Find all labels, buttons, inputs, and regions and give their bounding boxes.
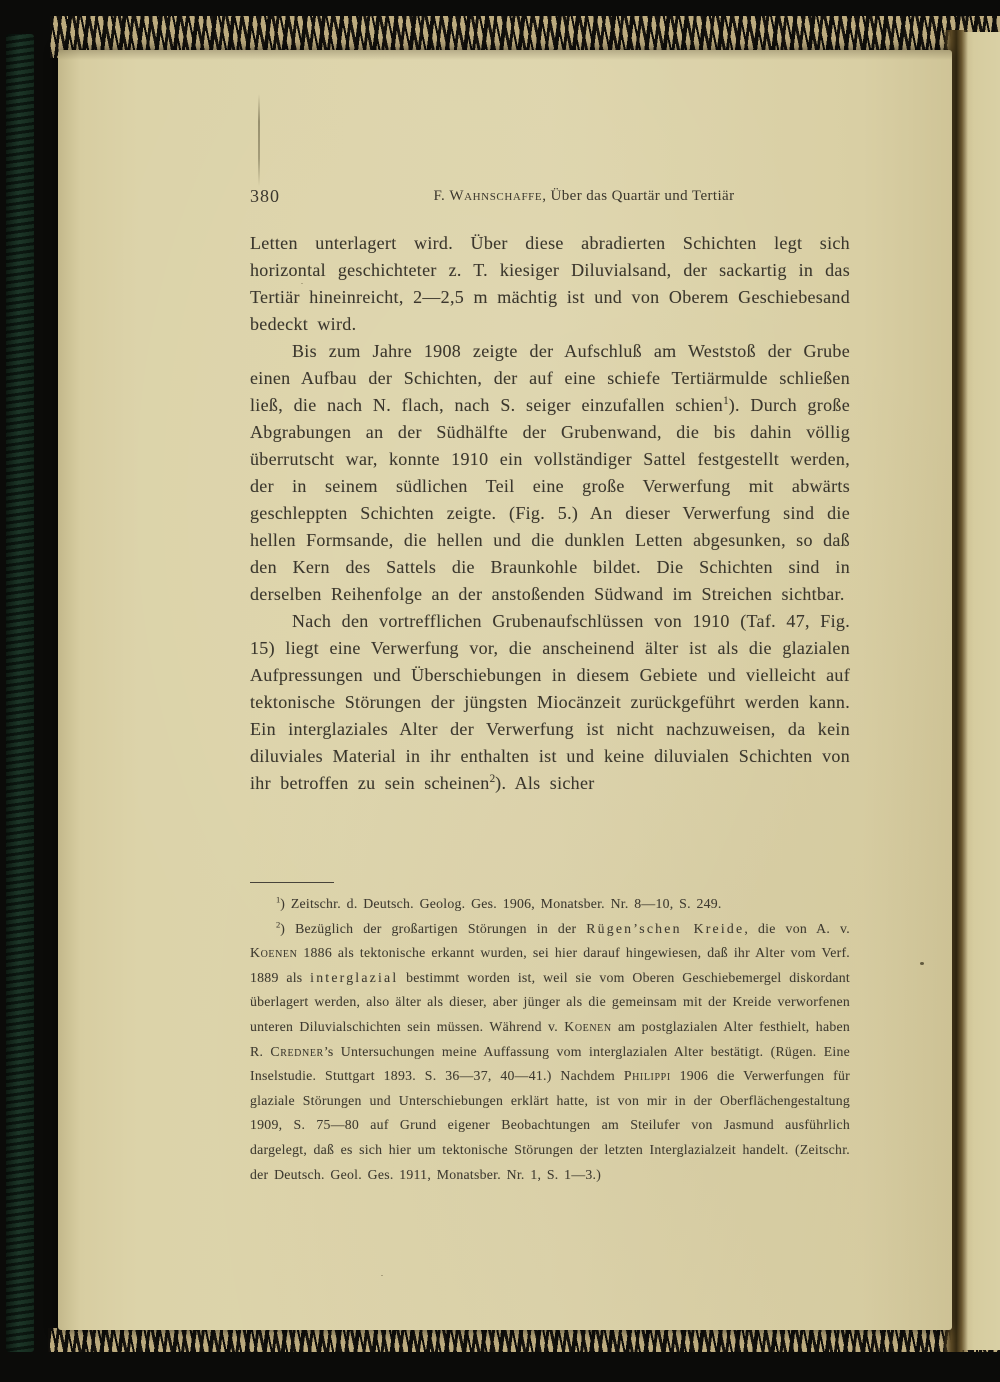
paragraph-3-text: Nach den vortrefflichen Grubenaufschlüssen von 1910 (Taf. 47, Fig. 15) liegt eine Verwerfung vor, die anscheinend älter ist als die glazialen Aufpressungen und Überschiebungen in diesem Gebiete und vielleicht auf tektonische Störungen der jüngsten Miocänzeit zurückgeführt werden kann. Ein interglaziales Alter der Verwerfung ist nicht nachzuweisen, da kein diluviales Material in ihr enthalten ist und keine diluvialen Schichten von ihr betroffen zu sein scheinen — [250, 611, 850, 793]
paper-speck — [920, 962, 924, 965]
footnote-1-marker: 1 — [276, 894, 281, 905]
paragraph-3-text: ). Als sicher — [495, 773, 595, 793]
footnote-2-person-name: Koenen — [250, 945, 298, 961]
footnote-2-person-name: Koenen — [564, 1018, 612, 1034]
book-page — [58, 50, 952, 1330]
footnote-2-text: ) Bezüglich der großartigen Störungen in der — [280, 920, 587, 936]
running-head-book-title: , Über das Quartär und Tertiär — [542, 188, 735, 204]
footnote-2-marker: 2 — [276, 919, 281, 929]
paragraph-2-text: ). Durch große Abgrabungen an der Südhälfte der Grubenwand, die bis dahin völlig überrutscht war, konnte 1910 ein vollständiger Sattel festgestellt werden, der in seinem südlichen Teil eine große Verwerfung mit abwärts geschleppten Schichten zeigte. (Fig. 5.) An dieser Verwerfung sind die hellen Formsande, die hellen und die dunklen Letten abgesunken, so daß den Kern des Sattels die Braunkohle bildet. Die Schichten sind in derselben Reihenfolge an der anstoßenden Südwand im Streichen sichtbar. — [250, 395, 850, 604]
footnote-2-person-name: Credner — [270, 1043, 324, 1059]
footnote-2-text: bestimmt worden ist, weil sie vom Oberen Geschiebemergel diskordant überlagert werden, also älter als dieser, aber jünger als die gemeinsam mit der Kreide verworfenen unteren Diluvialschichten sein müssen. Während v. — [250, 969, 851, 1034]
paragraph-2-text: Bis zum Jahre 1908 zeigte der Aufschluß am Weststoß der Grube einen Aufbau der Schichten, der auf eine schiefe Tertiärmulde schließen ließ, die nach N. flach, nach S. seiger einzufallen schien — [250, 341, 850, 415]
footnote-2-text: 1906 die Verwerfungen für glaziale Störungen und Unterschiebungen erklärt hatte, ist von mir in der Oberflächengestaltung 1909, S. 75—80 auf Grund eigener Beobachtungen am Steilufer von Jasmund ausführlich dargelegt, daß es sich hier um tektonische Störungen der letzten Interglazialzeit handelt. (Zeitschr. der Deutsch. Geol. Ges. 1911, Monatsber. Nr. 1, S. 1—3.) — [250, 1068, 850, 1182]
running-head — [250, 186, 850, 210]
page-number: 380 — [250, 186, 280, 206]
running-head-title — [284, 188, 884, 205]
paragraph-1: Letten unterlagert wird. Über diese abradierten Schichten legt sich horizontal geschichteter z. T. kiesiger Diluvialsand, der sackartig in das Tertiär hineinreicht, 2—2,5 m mächtig ist und von Oberem Geschiebesand bedeckt wird. — [250, 233, 850, 334]
footnote-2-person-name: Philippi — [623, 1068, 671, 1084]
footnote-2-text: am postglazialen Alter festhielt, haben R. — [250, 1018, 850, 1059]
footnote-2-text: , die von A. v. — [744, 920, 850, 936]
page-stack-edges — [30, 56, 60, 1330]
sprinkled-edge-bottom — [48, 1328, 1000, 1352]
paragraph-3 — [250, 608, 850, 797]
footnote-2 — [250, 917, 850, 1188]
footnotes — [250, 882, 850, 1187]
footnote-1 — [250, 892, 850, 917]
footnote-ref-2: 2 — [489, 773, 496, 785]
footnote-2-text: ’s Untersuchungen meine Auffassung vom interglazialen Alter bestätigt. (Rügen. Eine Inselstudie. Stuttgart 1893. S. 36—37, 40—41.) Nachdem — [250, 1043, 850, 1084]
footnote-1-text: ) Zeitschr. d. Deutsch. Geolog. Ges. 1906, Monatsber. Nr. 8—10, S. 249. — [280, 896, 722, 911]
body-text — [250, 230, 850, 797]
footnote-ref-1: 1 — [723, 395, 729, 407]
pencil-mark — [258, 94, 260, 186]
paragraph-2 — [250, 338, 850, 608]
running-head-author-initial: F. — [433, 188, 450, 204]
footnote-2-text: 1886 als tektonische erkannt wurden, sei hier darauf hingewiesen, daß ihr Alter vom Verf. 1889 als — [250, 945, 850, 985]
footnote-separator-rule — [250, 882, 334, 883]
footnote-2-spaced-term: interglazial — [310, 969, 399, 985]
footnote-2-spaced-term: Rügen’schen Kreide — [586, 920, 745, 936]
running-head-author-name: Wahnschaffe — [449, 188, 543, 204]
